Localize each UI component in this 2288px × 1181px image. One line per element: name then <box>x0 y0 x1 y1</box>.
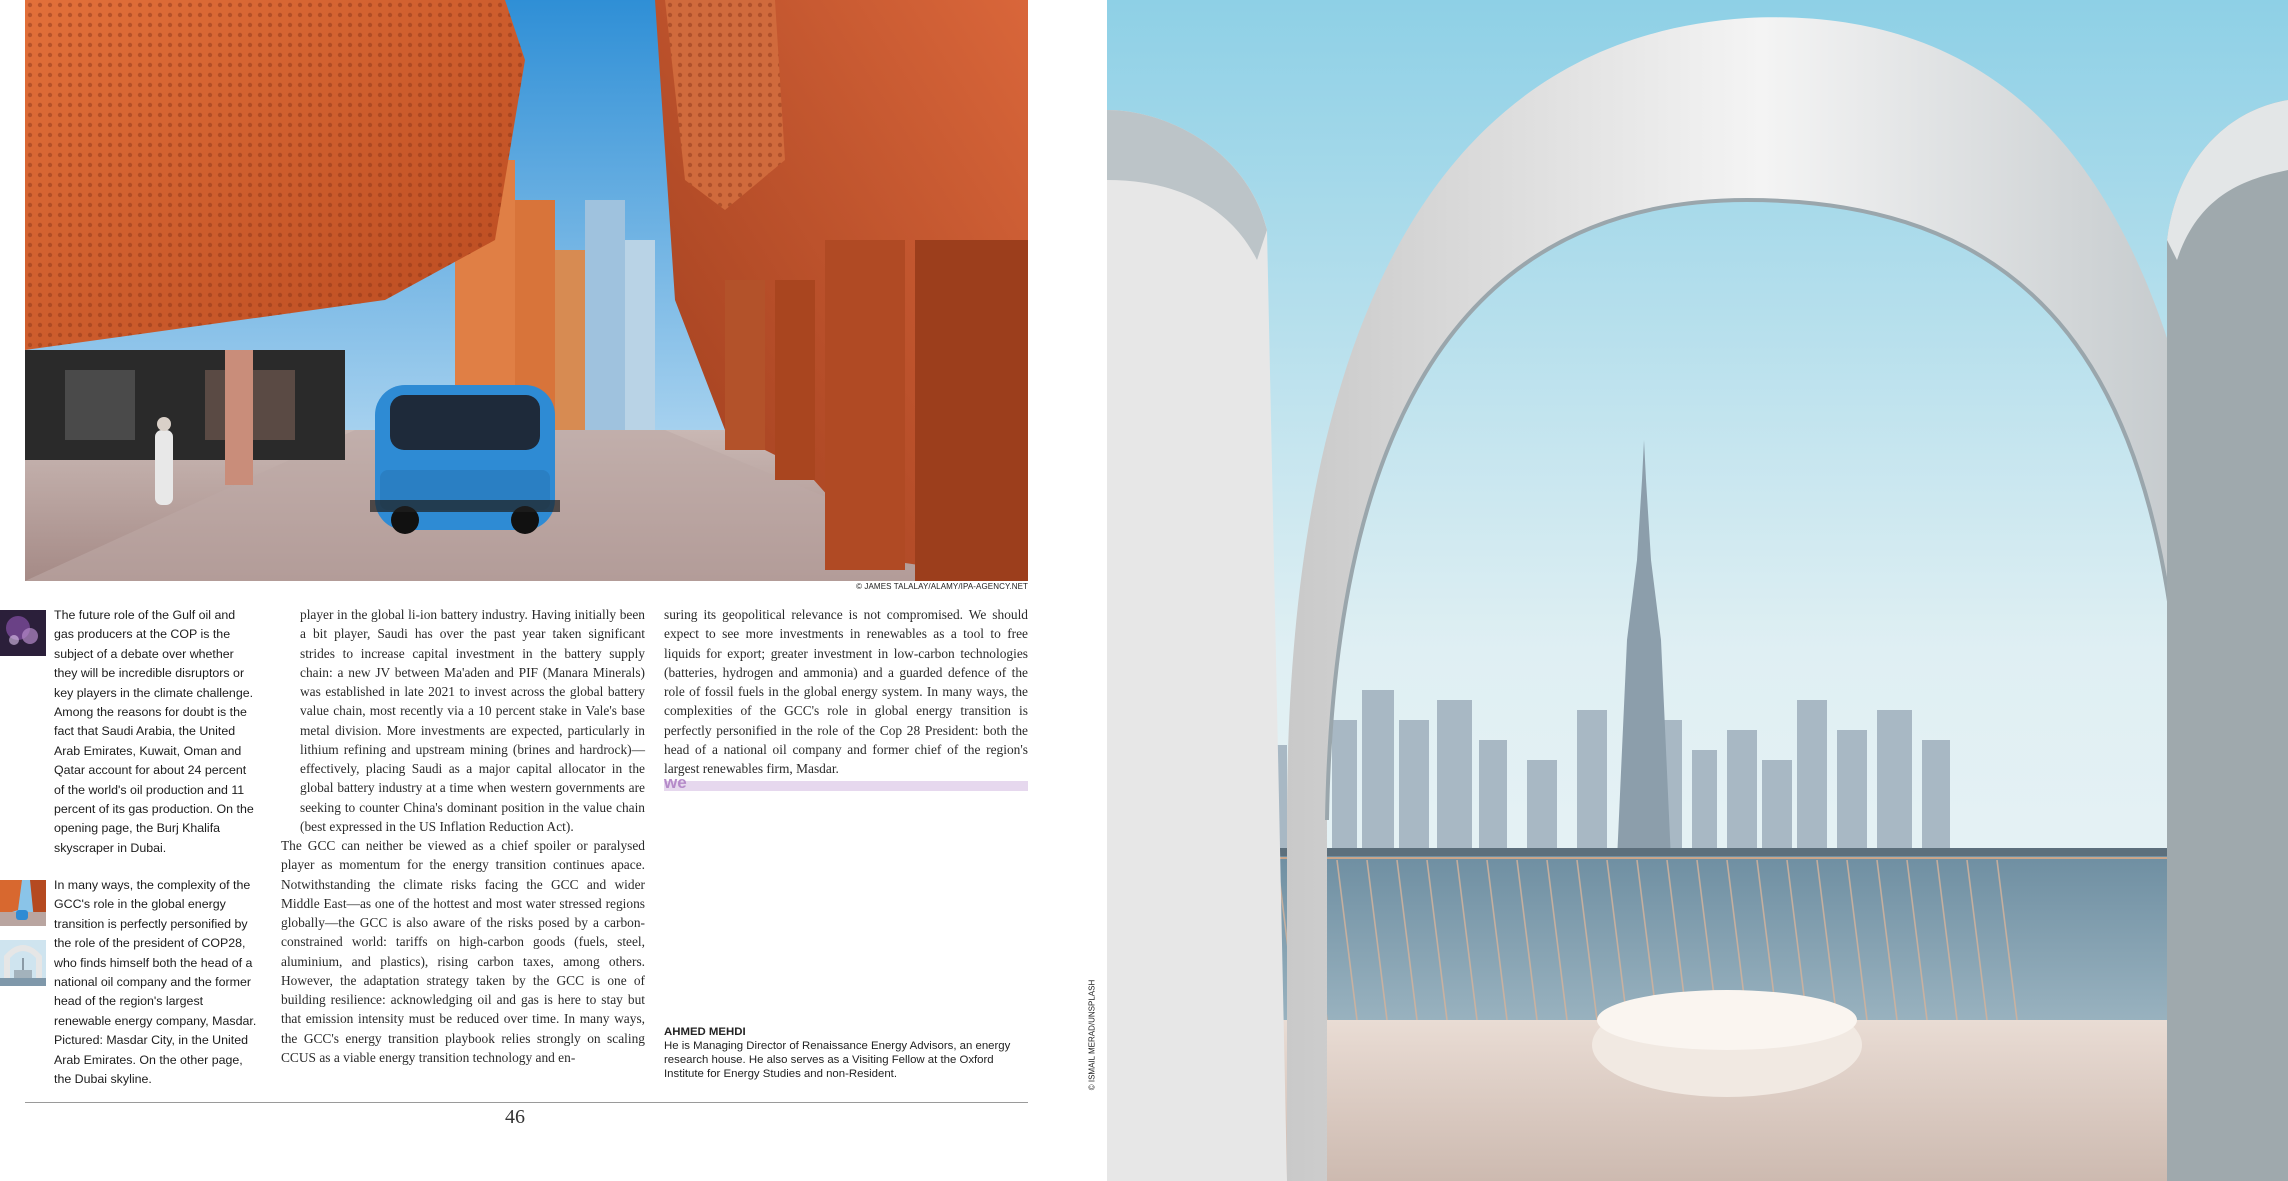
page-number: 46 <box>505 1106 525 1128</box>
article-paragraph: The GCC can neither be viewed as a chief spoiler or paralysed player as momentum for the energy transition continues apace. Notwithstanding the climate risks facing the GCC and wider Middle East—as one of the hottest and most water stressed regions globally—the GCC is also aware of the risks posed by a carbon-constrained world: tariffs on high-carbon goods (fuels, steel, aluminium, and plastics), rising carbon taxes, among others. However, the adaptation strategy taken by the GCC is one of building resilience: acknowledging oil and gas is here to stay but that emission intensity must be reduced over time. In many ways, the GCC's energy transition playbook relies strongly on scaling CCUS as a viable energy transition technology and en- <box>281 838 645 1065</box>
sidebar-caption-1 <box>54 606 258 858</box>
caption-text: In many ways, the complexity of the GCC's role in the global energy transition is perfectly personified by the role of the president of COP28, who finds himself both the head of a national oil company and the former head of the region's largest renewable energy company, Masdar. Pictured: Masdar City, in the United Arab Emirates. On the other page, the Dubai skyline. <box>54 878 257 1087</box>
sidebar-caption-2 <box>54 876 258 1089</box>
thumbnail-dubai-skyline <box>0 940 46 986</box>
article-paragraph: suring its geopolitical relevance is not compromised. We should expect to see more investments in renewables as a tool to free liquids for export; greater investment in low-carbon technologies (batteries, hydrogen and ammonia) and a guarded defence of the role of fossil fuels in the global energy system. In many ways, the complexities of the GCC's role in global energy transition is perfectly personified in the role of the Cop 28 President: both the head of a national oil company and former chief of the region's largest renewables firm, Masdar. <box>664 607 1028 776</box>
photo-credit-right <box>1084 979 1100 1091</box>
article-column-3 <box>664 605 1028 778</box>
author-bio-box <box>664 1025 1028 1081</box>
left-page <box>0 0 1107 1181</box>
masdar-city-photo <box>25 0 1028 581</box>
author-bio: He is Managing Director of Renaissance Energy Advisors, an energy research house. He also serves as a Visiting Fellow at the Oxford Institute for Energy Studies and non-Resident. <box>664 1040 1011 1080</box>
article-paragraph: player in the global li-ion battery industry. Having initially been a bit player, Saudi has over the past year taken significant strides to increase capital investment in the battery supply chain: a new JV between Ma'aden and PIF (Manara Minerals) was established in late 2021 to invest across the global battery value chain, most recently via a 10 percent stake in Vale's base metal division. More investments are expected, particularly in lithium refining and upstream mining (brines and hardrock)—effectively, placing Saudi as a major capital allocator in the global battery industry at a time when western governments are seeking to counter China's dominant position in the value chain (best expressed in the US Inflation Reduction Act). <box>300 607 645 834</box>
footer-rule <box>25 1102 1028 1103</box>
photo-credit-right-text: © ISMAIL MERAD/UNSPLASH <box>1087 979 1097 1091</box>
photo-credit-left: © JAMES TALALAY/ALAMY/IPA-AGENCY.NET <box>856 582 1028 591</box>
dubai-skyline-photo <box>1107 0 2288 1181</box>
thumbnail-burj-khalifa <box>0 610 46 656</box>
end-mark-logo: we <box>664 773 687 792</box>
thumbnail-masdar-city <box>0 880 46 926</box>
article-column-2 <box>281 605 645 1067</box>
caption-text: The future role of the Gulf oil and gas producers at the COP is the subject of a debate over whether they will be incredible disruptors or key players in the climate challenge. Among the reasons for doubt is the fact that Saudi Arabia, the United Arab Emirates, Kuwait, Oman and Qatar account for about 24 percent of the world's oil production and 11 percent of its gas production. On the opening page, the Burj Khalifa skyscraper in Dubai. <box>54 608 254 855</box>
end-mark-bar <box>664 781 1028 791</box>
author-name: AHMED MEHDI <box>664 1026 746 1038</box>
